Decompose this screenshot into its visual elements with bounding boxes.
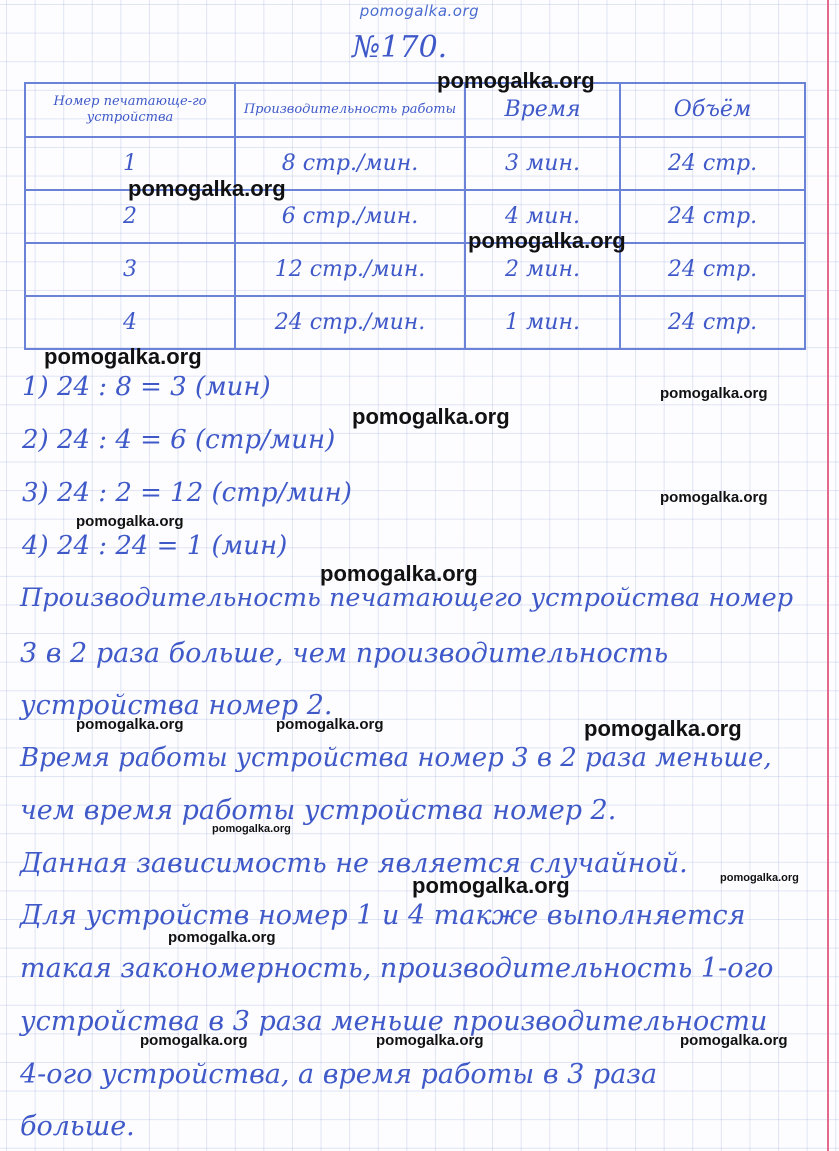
- table-cell: 24 стр.: [620, 137, 805, 190]
- watermark: pomogalka.org: [352, 404, 510, 429]
- text-line: Данная зависимость не является случайной.: [20, 848, 688, 879]
- table-cell: 1 мин.: [465, 296, 620, 349]
- watermark: pomogalka.org: [720, 872, 799, 884]
- watermark: pomogalka.org: [437, 68, 595, 93]
- table-cell: 3 мин.: [465, 137, 620, 190]
- calculation-line: 1) 24 : 8 = 3 (мин): [22, 372, 271, 402]
- text-line: 4-ого устройства, а время работы в 3 раза: [20, 1059, 658, 1090]
- margin-line: [827, 0, 829, 1151]
- text-line: чем время работы устройства номер 2.: [20, 795, 617, 826]
- watermark: pomogalka.org: [660, 385, 768, 402]
- table-cell: 2: [25, 190, 235, 243]
- text-line: больше.: [20, 1111, 135, 1142]
- header-productivity: Производительность работы: [235, 83, 465, 137]
- watermark: pomogalka.org: [276, 716, 384, 733]
- text-line: устройства номер 2.: [20, 690, 333, 721]
- watermark: pomogalka.org: [584, 716, 742, 741]
- text-line: Производительность печатающего устройства номер: [20, 583, 794, 613]
- watermark: pomogalka.org: [412, 873, 570, 898]
- text-line: Для устройств номер 1 и 4 также выполняется: [20, 900, 746, 931]
- task-number: №170.: [352, 30, 448, 65]
- watermark: pomogalka.org: [140, 1032, 248, 1049]
- calculation-line: 2) 24 : 4 = 6 (стр/мин): [22, 425, 336, 455]
- watermark: pomogalka.org: [680, 1032, 788, 1049]
- watermark: pomogalka.org: [212, 823, 291, 835]
- table-cell: 12 стр./мин.: [235, 243, 465, 296]
- watermark: pomogalka.org: [660, 489, 768, 506]
- calculation-line: 3) 24 : 2 = 12 (стр/мин): [22, 478, 352, 508]
- header-volume: Объём: [620, 83, 805, 137]
- watermark: pomogalka.org: [376, 1032, 484, 1049]
- header-time: Время: [465, 83, 620, 137]
- table-cell: 1: [25, 137, 235, 190]
- watermark: pomogalka.org: [468, 228, 626, 253]
- text-line: 3 в 2 раза больше, чем производительность: [20, 638, 669, 669]
- table-cell: 4 мин.: [465, 190, 620, 243]
- table-cell: 24 стр.: [620, 296, 805, 349]
- watermark: pomogalka.org: [76, 716, 184, 733]
- table-cell: 8 стр./мин.: [235, 137, 465, 190]
- watermark: pomogalka.org: [76, 513, 184, 530]
- watermark: pomogalka.org: [44, 344, 202, 369]
- text-line: устройства в 3 раза меньше производительности: [20, 1006, 768, 1037]
- table-cell: 2 мин.: [465, 243, 620, 296]
- watermark: pomogalka.org: [168, 929, 276, 946]
- table-cell: 24 стр.: [620, 190, 805, 243]
- table-cell: 4: [25, 296, 235, 349]
- data-table: [24, 82, 806, 350]
- table-cell: 24 стр.: [620, 243, 805, 296]
- text-line: Время работы устройства номер 3 в 2 раза меньше,: [20, 743, 772, 773]
- text-line: такая закономерность, производительность 1-ого: [20, 953, 774, 984]
- table-header-row: [25, 83, 805, 137]
- table-cell: 24 стр./мин.: [235, 296, 465, 349]
- table-cell: 6 стр./мин.: [235, 190, 465, 243]
- table-row: [25, 243, 805, 296]
- table-row: [25, 296, 805, 349]
- table-cell: 3: [25, 243, 235, 296]
- watermark: pomogalka.org: [320, 561, 478, 586]
- watermark: pomogalka.org: [128, 176, 286, 201]
- calculation-line: 4) 24 : 24 = 1 (мин): [22, 531, 288, 561]
- site-header: pomogalka.org: [359, 2, 480, 20]
- header-device: Номер печатающе-го устройства: [25, 83, 235, 137]
